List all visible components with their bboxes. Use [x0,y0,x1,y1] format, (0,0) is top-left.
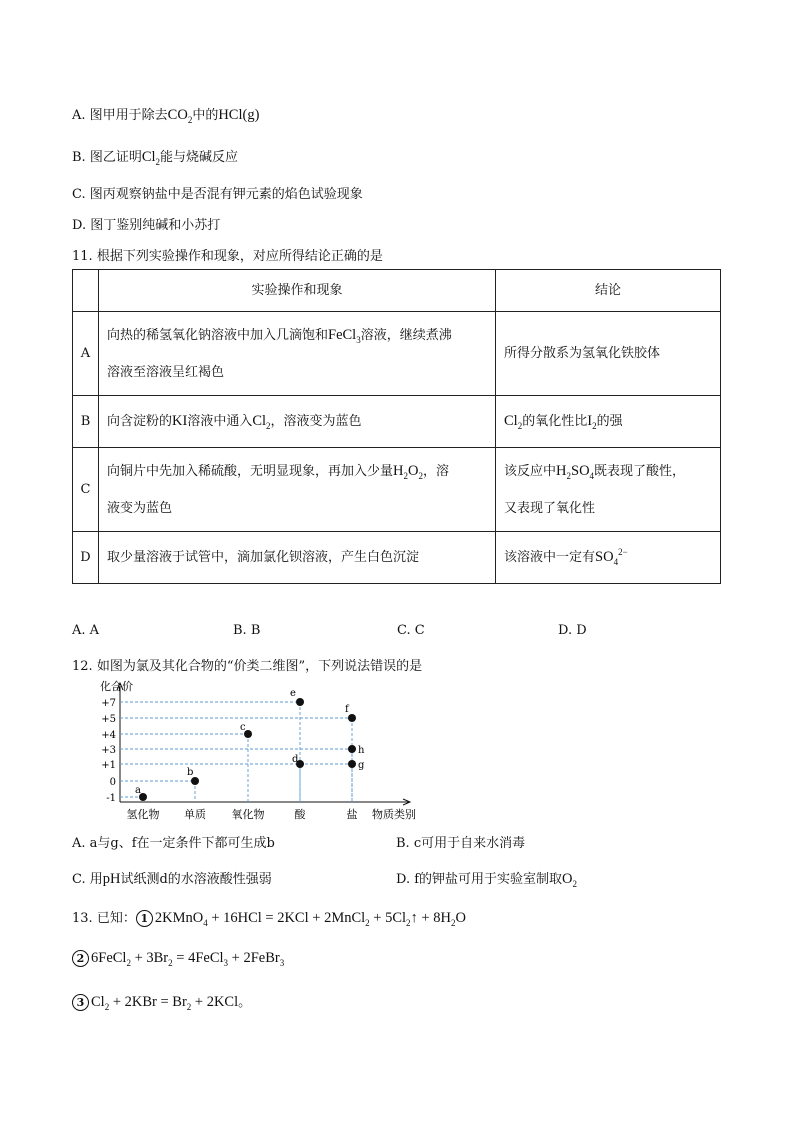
q12-stem: 12. 如图为氯及其化合物的“价类二维图”，下列说法错误的是 [72,659,423,674]
q13-equation-2: 2 6FeCl$_2$ + $3Br_2$ = 4FeCl$_3$ + 2FeBr$_3$ [72,950,284,967]
point-g [348,760,356,768]
row-op: 向热的稀氢氧化钠溶液中加入几滴饱和FeCl$_3$溶液，继续煮沸 溶液至溶液呈红褐色 [99,312,496,396]
circled-number-1: 1 [136,910,153,927]
y-tick-label: +4 [101,730,116,741]
point-f [348,714,356,722]
point-label-d: d [292,754,299,765]
q11-choice-d: D. D [558,623,587,638]
q10-option-a: A. 图甲用于除去$CO_2$中的HCl(g) [72,107,260,125]
row-op: 向含淀粉的KI溶液中通入$Cl_2$，溶液变为蓝色 [99,396,496,448]
x-tick-label: 酸 [294,808,306,821]
x-tick-label: 单质 [184,808,206,821]
q13-equation-3: 3 $Cl_2 + 2KBr = Br_2 + 2KCl$。 [72,991,251,1011]
q11-stem: 11. 根据下列实验操作和现象，对应所得结论正确的是 [72,249,383,264]
q11-choice-a: A. A [72,623,100,638]
q12-option-c: C. 用pH试纸测d的水溶液酸性强弱 [72,871,272,887]
x-axis-label: 物质类别 [372,808,416,821]
q11-choice-c: C. C [397,623,425,638]
y-axis-label: 化合价 [100,680,133,693]
point-label-f: f [345,704,349,715]
circled-number-2: 2 [72,950,89,967]
table-row [73,532,721,584]
y-tick-label: +1 [101,760,116,771]
table-row [73,396,721,448]
point-b [191,777,199,785]
table-row [73,312,721,396]
circled-number-3: 3 [72,994,89,1011]
point-label-b: b [187,767,194,778]
q12-option-b: B. c可用于自来水消毒 [396,836,526,851]
header-conclusion: 结论 [496,270,721,312]
y-tick-label: +7 [101,698,116,709]
row-conclusion: 该反应中$H_2SO_4$既表现了酸性， 又表现了氧化性 [496,448,721,532]
point-e [296,698,304,706]
row-op: 向铜片中先加入稀硫酸，无明显现象，再加入少量$H_2O_2$，溶 液变为蓝色 [99,448,496,532]
q10-option-c: C. 图丙观察钠盐中是否混有钾元素的焰色试验现象 [72,187,363,202]
x-tick-label: 氢化物 [126,808,160,821]
x-tick-label: 盐 [346,808,358,821]
q10-option-d: D. 图丁鉴别纯碱和小苏打 [72,218,221,233]
point-label-a: a [135,785,141,796]
row-key: D [73,532,99,584]
table-header-row [73,270,721,312]
point-label-c: c [240,722,246,733]
point-h [348,745,356,753]
header-key [73,270,99,312]
q12-option-a: A. a与g、f在一定条件下都可生成b [72,836,275,851]
row-conclusion: 所得分散系为氢氧化铁胶体 [496,312,721,396]
row-key: B [73,396,99,448]
row-key: A [73,312,99,396]
y-tick-label: -1 [106,793,116,804]
table-row [73,448,721,532]
y-tick-label: +5 [101,714,116,725]
row-op: 取少量溶液于试管中，滴加氯化钡溶液，产生白色沉淀 [99,532,496,584]
row-conclusion: $Cl_2$的氧化性比$I_2$的强 [496,396,721,448]
q12-option-d: D. f的钾盐可用于实验室制取$O_2$ [396,871,578,889]
q10-option-b: B. 图乙证明$Cl_2$能与烧碱反应 [72,149,239,167]
y-tick-label: 0 [109,777,116,788]
point-label-h: h [358,745,365,756]
y-tick-label: +3 [101,745,116,756]
q11-choice-b: B. B [233,623,261,638]
row-conclusion: 该溶液中一定有$SO_4^{2-}$ [496,532,721,584]
row-key: C [73,448,99,532]
x-tick-label: 氧化物 [231,808,265,821]
q13-equation-1: 13. 已知： 1 2KMnO$_4$ + 16HCl = 2KCl + 2MnCl$_2$ + $5Cl_2↑ + 8H_2O$ [72,910,466,928]
point-label-e: e [290,688,296,699]
header-op: 实验操作和现象 [99,270,496,312]
point-label-g: g [358,760,365,771]
valence-class-chart [90,680,420,830]
q11-table [72,269,721,584]
